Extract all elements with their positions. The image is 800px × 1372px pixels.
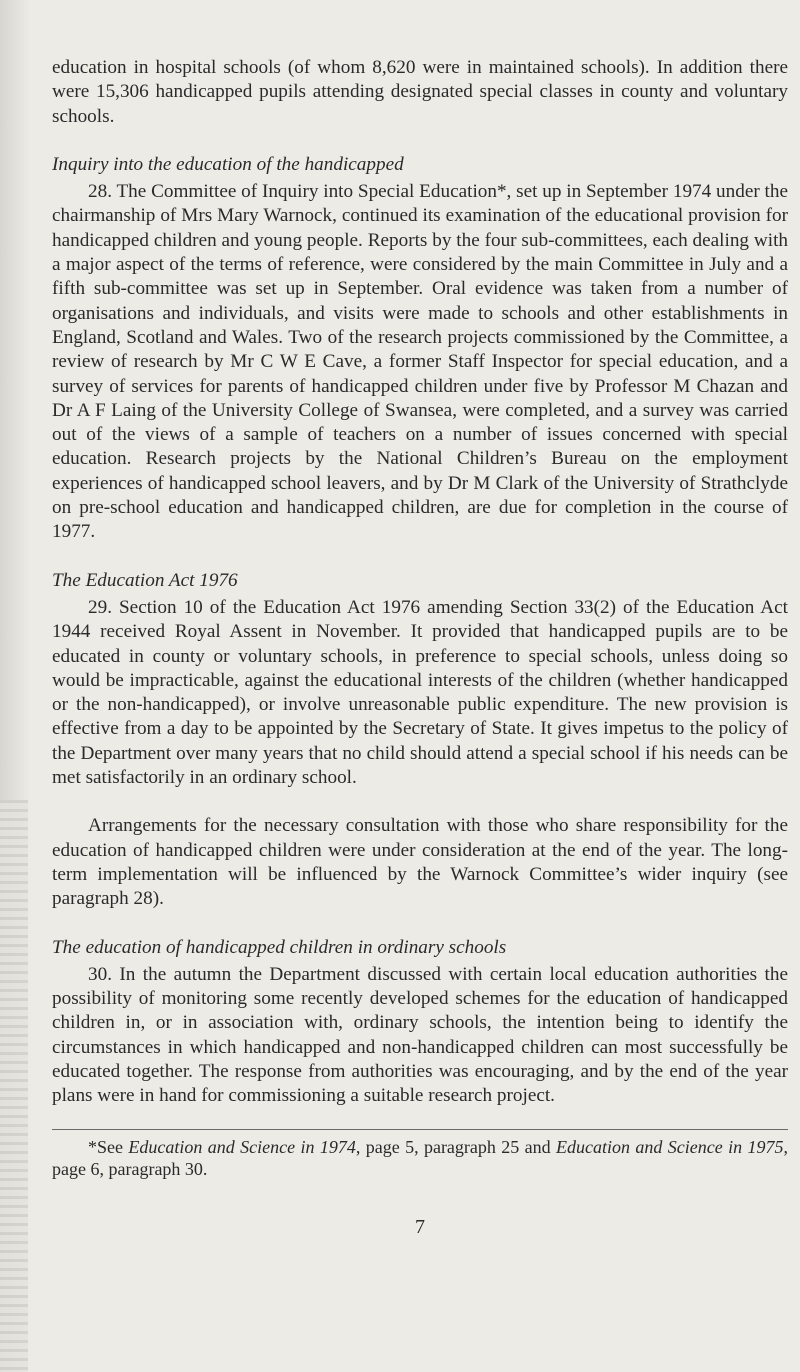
footnote-prefix: *See: [88, 1136, 129, 1157]
footnote-divider: [52, 1129, 788, 1130]
footnote-reference-1974: Education and Science in 1974: [128, 1136, 356, 1157]
heading-ordinary-schools: The education of handicapped children in ordinary schools: [52, 936, 507, 958]
document-body: [52, 56, 788, 1239]
binding-edge: [0, 800, 28, 1372]
paragraph-30: 30. In the autumn the Department discussed with certain local education authorities the possibility of monitoring some recently developed schemes for the education of handicapped children in, or in association with, ordinary schools, the intention being to identify the circumstances in which handicapped and non-handicapped children can most successfully be educated together. The response from authorities was encouraging, and by the end of the year plans were in hand for commissioning a suitable research project.: [52, 963, 788, 1107]
intro-paragraph: education in hospital schools (of whom 8,620 were in maintained schools). In addition there were 15,306 handicapped pupils attending designated special classes in county and voluntary schools.: [52, 57, 788, 127]
heading-inquiry: Inquiry into the education of the handicapped: [52, 153, 404, 175]
paragraph-28: 28. The Committee of Inquiry into Special Education*, set up in September 1974 under the chairmanship of Mrs Mary Warnock, continued its examination of the educational provision for handicapped children and young people. Reports by the four sub-committees, each dealing with a major aspect of the terms of reference, were considered by the main Committee in July and a fifth sub-committee was set up in September. Oral evidence was taken from a number of organisations and individuals, and visits were made to schools and other establishments in England, Scotland and Wales. Two of the research projects commissioned by the Committee, a review of research by Mr C W E Cave, a former Staff Inspector for special education, and a survey of services for parents of handicapped children under five by Professor M Chazan and Dr A F Laing of the University College of Swansea, were completed, and a survey was carried out of the views of a sample of teachers on a number of issues concerned with special education. Research projects by the National Children’s Bureau on the employment experiences of handicapped school leavers, and by Dr M Clark of the University of Strathclyde on pre-school education and handicapped children, are due for completion in the course of 1977.: [52, 181, 788, 543]
footnote-suffix: , page 6, paragraph 30.: [52, 1136, 788, 1180]
page-number: 7: [415, 1215, 425, 1238]
footnote: [52, 1136, 788, 1181]
heading-education-act: The Education Act 1976: [52, 569, 238, 591]
paragraph-29-continued: Arrangements for the necessary consultation with those who share responsibility for the education of handicapped children were under consideration at the end of the year. The long-term implementation will be influenced by the Warnock Committee’s wider inquiry (see paragraph 28).: [52, 815, 788, 910]
footnote-middle: , page 5, paragraph 25 and: [355, 1136, 557, 1157]
paragraph-29: 29. Section 10 of the Education Act 1976 amending Section 33(2) of the Education Act 1944 received Royal Assent in November. It provided that handicapped pupils are to be educated in county or voluntary schools, in preference to special schools, unless doing so would be impracticable, against the educational interests of the children (whether handicapped or the non-handicapped), or involve unreasonable public expenditure. The new provision is effective from a day to be appointed by the Secretary of State. It gives impetus to the policy of the Department over many years that no child should attend a special school if his needs can be met satisfactorily in an ordinary school.: [52, 596, 788, 789]
footnote-reference-1975: Education and Science in 1975: [556, 1136, 784, 1157]
